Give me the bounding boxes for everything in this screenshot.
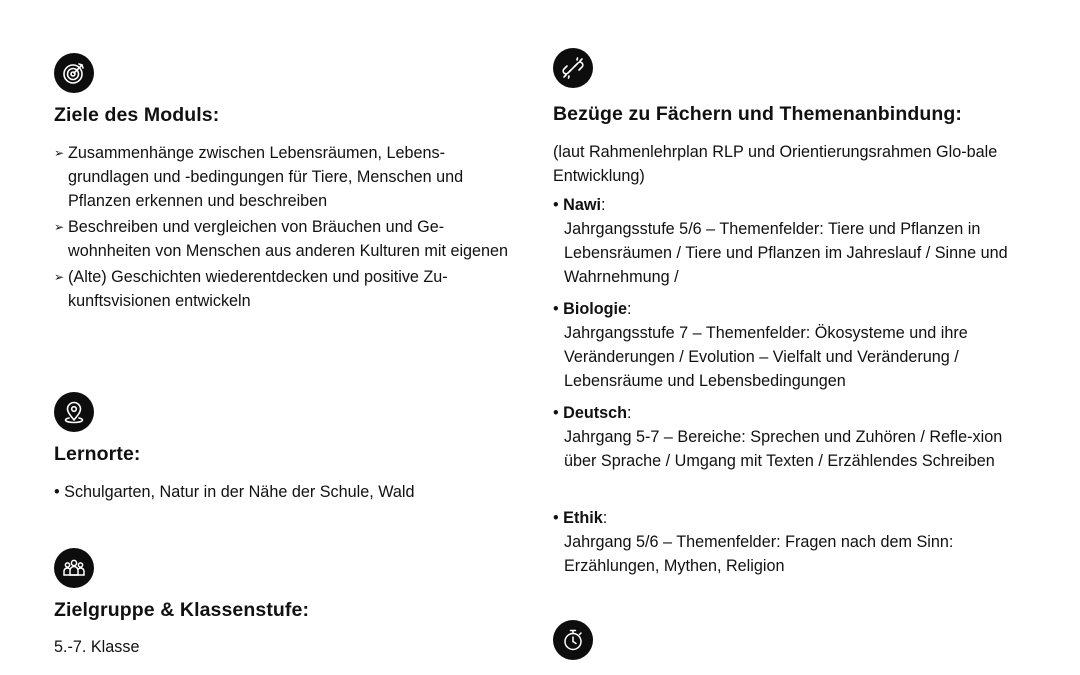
- subject-item: [553, 401, 1023, 473]
- subject-colon: :: [627, 300, 632, 318]
- list-item: [54, 215, 524, 263]
- audience-text: 5.-7. Klasse: [54, 638, 140, 656]
- subject-colon: :: [600, 196, 606, 214]
- location-pin-icon: [54, 392, 94, 432]
- bullet-icon: •: [553, 404, 559, 422]
- group-icon: [54, 548, 94, 588]
- subject-item: [553, 193, 1023, 289]
- link-icon: [553, 48, 593, 88]
- arrow-bullet-icon: ➢: [54, 220, 65, 234]
- bullet-icon: •: [553, 300, 559, 318]
- subject-name: Deutsch: [563, 404, 628, 422]
- stopwatch-icon: [553, 620, 593, 660]
- subject-description: Jahrgangsstufe 7 – Themenfelder: Ökosysteme und ihre Veränderungen / Evolution – Vielfalt und Veränderung / Lebensräume und Lebensbedingungen: [564, 324, 968, 390]
- goal-text: Zusammenhänge zwischen Lebensräumen, Lebens-grundlagen und -bedingungen für Tiere, Menschen und Pflanzen erkennen und beschreiben: [68, 144, 464, 210]
- subject-name: Biologie: [563, 300, 628, 318]
- subject-description: Jahrgang 5/6 – Themenfelder: Fragen nach dem Sinn: Erzählungen, Mythen, Religion: [564, 533, 954, 575]
- bullet-icon: •: [553, 196, 559, 214]
- references-heading: Bezüge zu Fächern und Themenanbindung:: [553, 103, 962, 125]
- audience-heading: Zielgruppe & Klassenstufe:: [54, 599, 310, 621]
- arrow-bullet-icon: ➢: [54, 146, 65, 160]
- subject-item: [553, 506, 1023, 578]
- places-text: • Schulgarten, Natur in der Nähe der Schule, Wald: [54, 483, 415, 501]
- goals-list: [54, 141, 524, 315]
- goals-heading: Ziele des Moduls:: [54, 104, 220, 126]
- subject-name: Ethik: [563, 509, 603, 527]
- subject-description: Jahrgang 5-7 – Bereiche: Sprechen und Zuhören / Refle-xion über Sprache / Umgang mit Texten / Erzählendes Schreiben: [564, 428, 1003, 470]
- places-heading: Lernorte:: [54, 443, 141, 465]
- subject-description: Jahrgangsstufe 5/6 – Themenfelder: Tiere und Pflanzen in Lebensräumen / Tiere und Pflanzen im Jahreslauf / Sinne und Wahrnehmung /: [564, 220, 1008, 286]
- subject-colon: :: [627, 404, 632, 422]
- subject-item: [553, 297, 1023, 393]
- list-item: [54, 141, 524, 213]
- goal-text: (Alte) Geschichten wiederentdecken und positive Zu-kunftsvisionen entwickeln: [68, 268, 448, 310]
- references-intro: (laut Rahmenlehrplan RLP und Orientierungsrahmen Glo-bale Entwicklung): [553, 143, 998, 185]
- list-item: [54, 265, 524, 313]
- arrow-bullet-icon: ➢: [54, 270, 65, 284]
- goal-text: Beschreiben und vergleichen von Bräuchen und Ge-wohnheiten von Menschen aus anderen Kulturen mit eigenen: [68, 218, 509, 260]
- subject-name: Nawi: [563, 196, 601, 214]
- target-icon: [54, 53, 94, 93]
- subject-colon: :: [602, 509, 608, 527]
- bullet-icon: •: [553, 509, 559, 527]
